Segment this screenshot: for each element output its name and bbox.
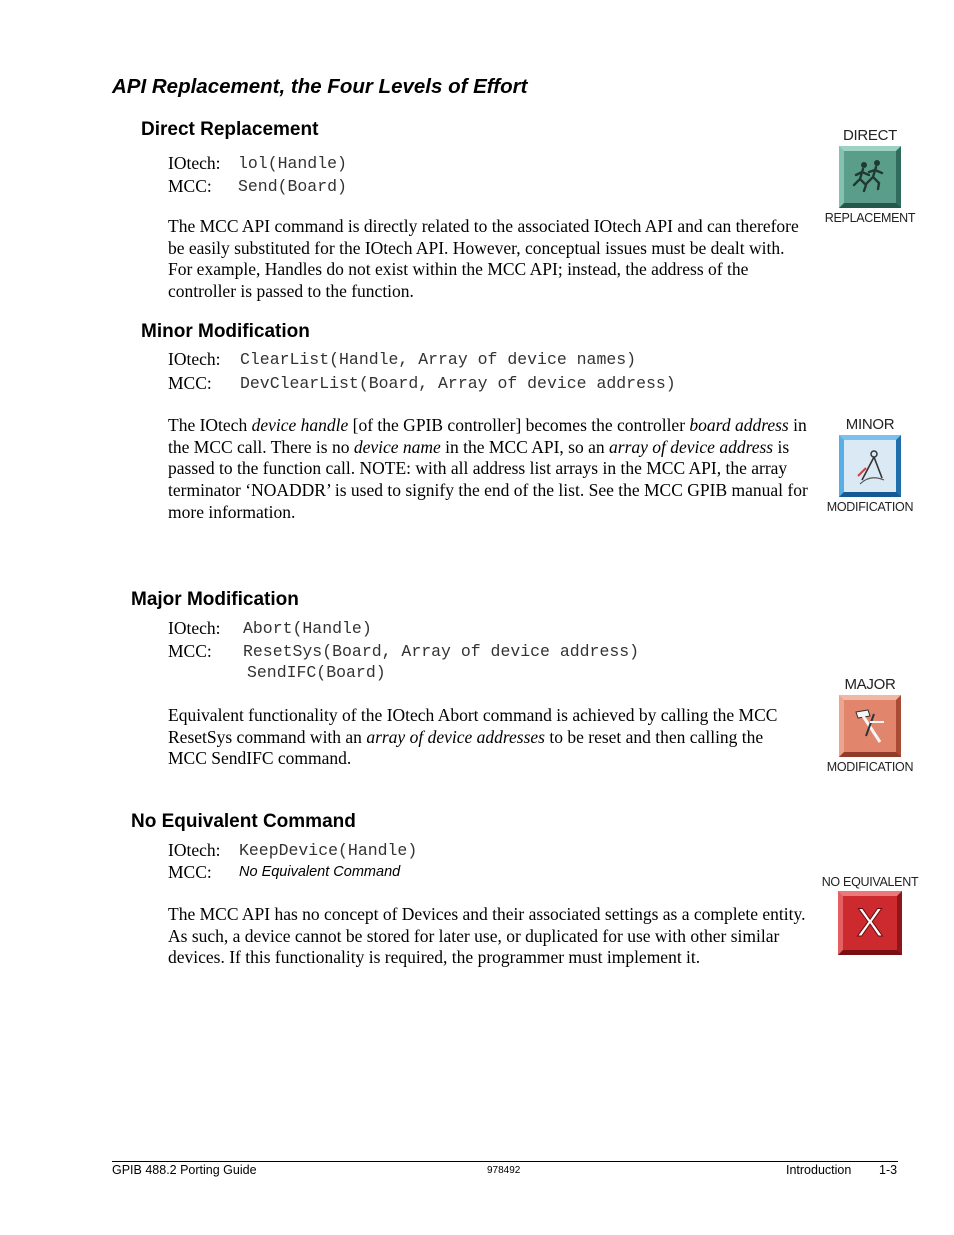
section-heading-none: No Equivalent Command — [131, 811, 356, 832]
mcc-label: MCC: — [168, 641, 212, 661]
compass-icon — [839, 435, 901, 497]
footer-doc-number: 978492 — [487, 1165, 521, 1176]
minor-modification-badge — [820, 416, 920, 514]
section-paragraph: The MCC API command is directly related to the associated IOtech API and can therefore be easily substituted for the IOtech API. However, conceptual issues must be dealt with. For example, Handles do not exist within the MCC API; instead, the address of the controller is passed to the function. — [168, 216, 799, 302]
footer-section: Introduction — [786, 1163, 852, 1177]
mcc-label: MCC: — [168, 176, 212, 196]
mcc-label: MCC: — [168, 862, 212, 882]
x-icon: X — [838, 891, 902, 955]
mcc-code-continued: SendIFC(Board) — [247, 663, 386, 682]
footer-doc-title: GPIB 488.2 Porting Guide — [112, 1163, 257, 1177]
major-modification-badge — [820, 676, 920, 774]
section-paragraph: The MCC API has no concept of Devices and their associated settings as a complete entity. As such, a device cannot be stored for later use, or duplicated for use with other similar devices. If this functionality is required, the programmer must implement it. — [168, 904, 806, 968]
section-paragraph: Equivalent functionality of the IOtech Abort command is achieved by calling the MCC ResetSys command with an array of device addresses to be reset and then calling the MCC SendIFC command. — [168, 705, 778, 769]
direct-replacement-badge — [820, 127, 920, 225]
page-title: API Replacement, the Four Levels of Effort — [112, 75, 528, 98]
badge-label-top: NO EQUIVALENT — [821, 875, 919, 889]
section-paragraph: The IOtech device handle [of the GPIB controller] becomes the controller board address in the MCC call. There is no device name in the MCC API, so an array of device address is passed to the function call. NOTE: with all address list arrays in the MCC API, the array terminator ‘NOADDR’ is used to signify the end of the list. See the MCC GPIB manual for more information. — [168, 415, 808, 522]
runners-icon — [839, 146, 901, 208]
section-heading-major: Major Modification — [131, 589, 299, 610]
badge-label-bottom: MODIFICATION — [826, 760, 914, 774]
badge-label-bottom: MODIFICATION — [826, 500, 914, 514]
mcc-code: Send(Board) — [238, 177, 347, 196]
iotech-code: Abort(Handle) — [243, 619, 372, 638]
badge-label-top: MAJOR — [844, 676, 896, 693]
mcc-no-equivalent: No Equivalent Command — [239, 864, 401, 880]
badge-label-bottom: REPLACEMENT — [824, 211, 916, 225]
hammer-icon — [839, 695, 901, 757]
iotech-label: IOtech: — [168, 618, 221, 638]
mcc-code: DevClearList(Board, Array of device address) — [240, 374, 676, 393]
footer-page-number: 1-3 — [879, 1163, 898, 1177]
iotech-code: KeepDevice(Handle) — [239, 841, 418, 860]
badge-label-top: DIRECT — [842, 127, 898, 144]
iotech-label: IOtech: — [168, 349, 221, 369]
mcc-code: ResetSys(Board, Array of device address) — [243, 642, 640, 661]
iotech-code: lol(Handle) — [238, 154, 347, 173]
iotech-label: IOtech: — [168, 840, 221, 860]
mcc-label: MCC: — [168, 373, 212, 393]
iotech-code: ClearList(Handle, Array of device names) — [240, 350, 637, 369]
footer-rule — [112, 1161, 898, 1162]
badge-label-top: MINOR — [845, 416, 895, 433]
no-equivalent-badge — [815, 875, 925, 955]
section-heading-direct: Direct Replacement — [141, 119, 319, 140]
iotech-label: IOtech: — [168, 153, 221, 173]
section-heading-minor: Minor Modification — [141, 321, 310, 342]
